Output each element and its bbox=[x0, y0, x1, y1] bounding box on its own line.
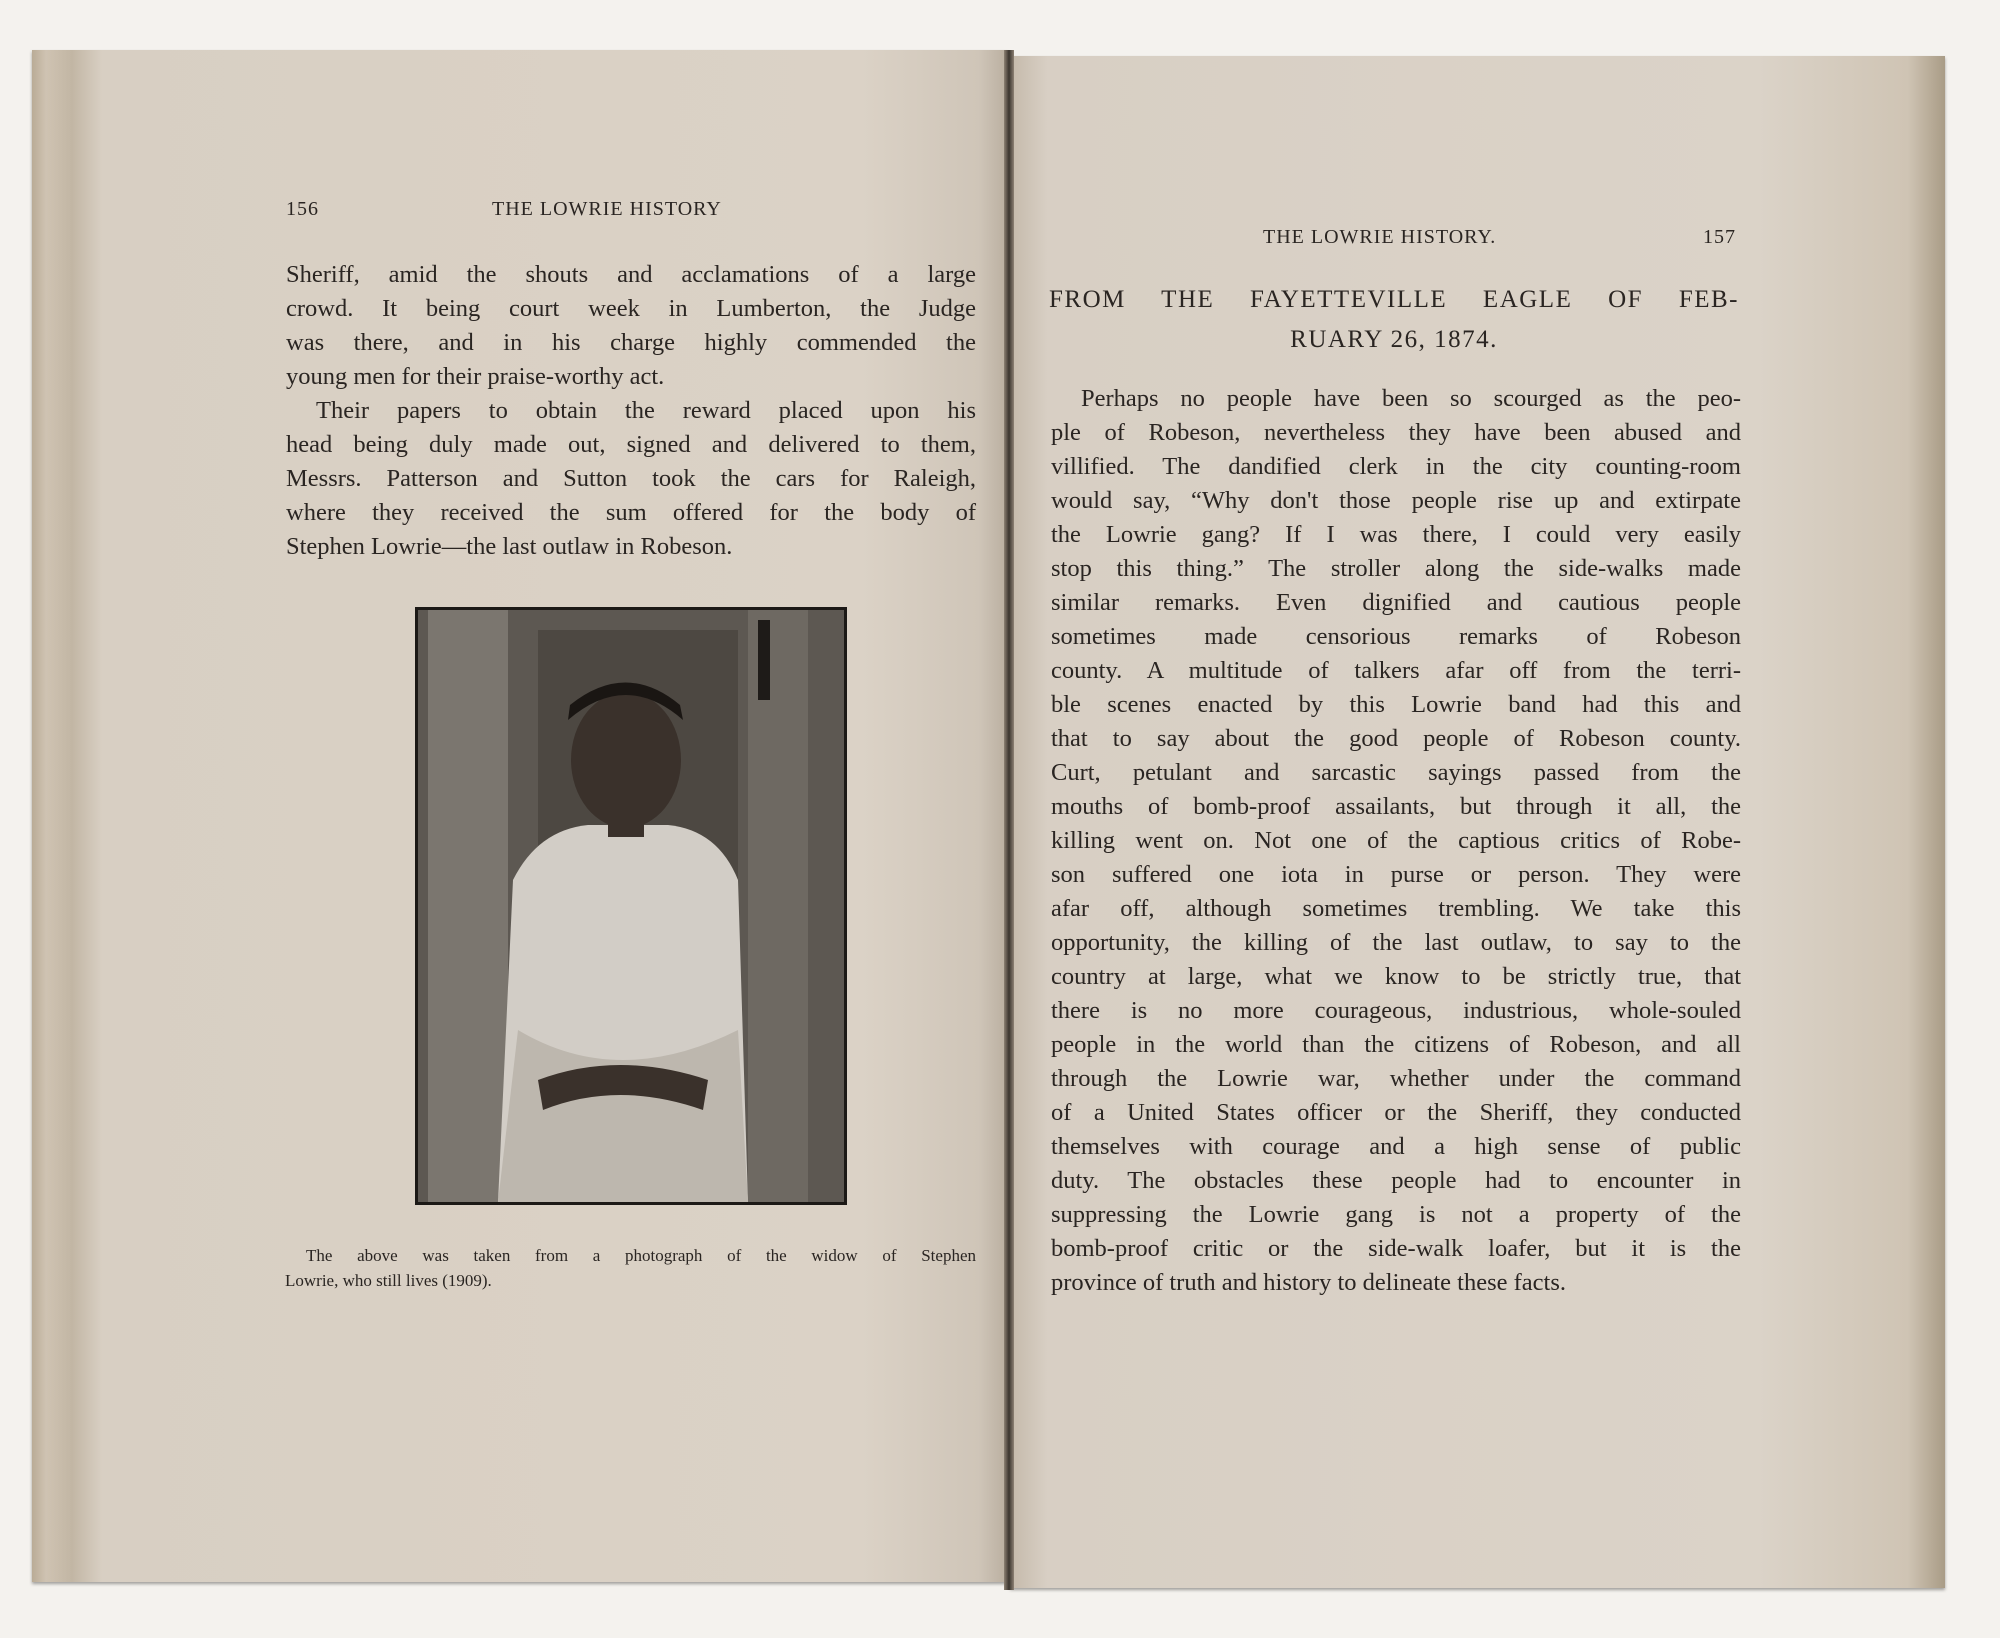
article-title-line: RUARY 26, 1874. bbox=[1290, 326, 1498, 353]
article-title-line: FROM THE FAYETTEVILLE EAGLE OF FEB- bbox=[1049, 286, 1739, 313]
text-line: of a United States officer or the Sheriff, they conducted bbox=[1051, 1099, 1741, 1126]
text-line: Curt, petulant and sarcastic sayings passed from the bbox=[1051, 759, 1741, 786]
text-line: stop this thing.” The stroller along the side-walks made bbox=[1051, 555, 1741, 582]
text-line: son suffered one iota in purse or person. They were bbox=[1051, 861, 1741, 888]
text-line: the Lowrie gang? If I was there, I could very easily bbox=[1051, 521, 1741, 548]
text-line: would say, “Why don't those people rise up and extirpate bbox=[1051, 487, 1741, 514]
text-line: villified. The dandified clerk in the city counting-room bbox=[1051, 453, 1741, 480]
text-line: sometimes made censorious remarks of Robeson bbox=[1051, 623, 1741, 650]
text-line: county. A multitude of talkers afar off from the terri- bbox=[1051, 657, 1741, 684]
photograph-widow bbox=[415, 607, 847, 1205]
text-line: afar off, although sometimes trembling. We take this bbox=[1051, 895, 1741, 922]
text-line: young men for their praise-worthy act. bbox=[286, 363, 665, 390]
text-line: themselves with courage and a high sense of public bbox=[1051, 1133, 1741, 1160]
text-line: similar remarks. Even dignified and cautious people bbox=[1051, 589, 1741, 616]
text-line: country at large, what we know to be strictly true, that bbox=[1051, 963, 1741, 990]
photo-caption-line: Lowrie, who still lives (1909). bbox=[285, 1271, 492, 1290]
text-line: ple of Robeson, nevertheless they have been abused and bbox=[1051, 419, 1741, 446]
text-line: duty. The obstacles these people had to encounter in bbox=[1051, 1167, 1741, 1194]
text-line: through the Lowrie war, whether under the command bbox=[1051, 1065, 1741, 1092]
text-line: mouths of bomb-proof assailants, but through it all, the bbox=[1051, 793, 1741, 820]
text-line: Sheriff, amid the shouts and acclamations of a large bbox=[286, 261, 976, 288]
text-line: people in the world than the citizens of Robeson, and all bbox=[1051, 1031, 1741, 1058]
book-gutter bbox=[1004, 50, 1014, 1590]
text-line: suppressing the Lowrie gang is not a property of the bbox=[1051, 1201, 1741, 1228]
text-line: province of truth and history to delineate these facts. bbox=[1051, 1269, 1567, 1296]
text-line: that to say about the good people of Robeson county. bbox=[1051, 725, 1741, 752]
text-line: killing went on. Not one of the captious critics of Robe- bbox=[1051, 827, 1741, 854]
text-line: Stephen Lowrie—the last outlaw in Robeson. bbox=[286, 533, 733, 560]
running-head-left: THE LOWRIE HISTORY bbox=[492, 198, 722, 220]
text-line: bomb-proof critic or the side-walk loafer, but it is the bbox=[1051, 1235, 1741, 1262]
text-line: head being duly made out, signed and delivered to them, bbox=[286, 431, 976, 458]
photo-caption-line: The above was taken from a photograph of the widow of Stephen bbox=[306, 1246, 976, 1265]
page-number-left: 156 bbox=[286, 198, 319, 220]
text-line: was there, and in his charge highly commended the bbox=[286, 329, 976, 356]
text-line: Messrs. Patterson and Sutton took the cars for Raleigh, bbox=[286, 465, 976, 492]
text-line: opportunity, the killing of the last outlaw, to say to the bbox=[1051, 929, 1741, 956]
text-line: there is no more courageous, industrious, whole-souled bbox=[1051, 997, 1741, 1024]
text-line: ble scenes enacted by this Lowrie band had this and bbox=[1051, 691, 1741, 718]
text-line: where they received the sum offered for the body of bbox=[286, 499, 976, 526]
portrait-image bbox=[418, 610, 844, 1202]
page-number-right: 157 bbox=[1703, 226, 1736, 248]
text-line: Perhaps no people have been so scourged as the peo- bbox=[1081, 385, 1741, 412]
text-line: Their papers to obtain the reward placed upon his bbox=[316, 397, 976, 424]
running-head-right: THE LOWRIE HISTORY. bbox=[1263, 226, 1497, 248]
text-line: crowd. It being court week in Lumberton, the Judge bbox=[286, 295, 976, 322]
